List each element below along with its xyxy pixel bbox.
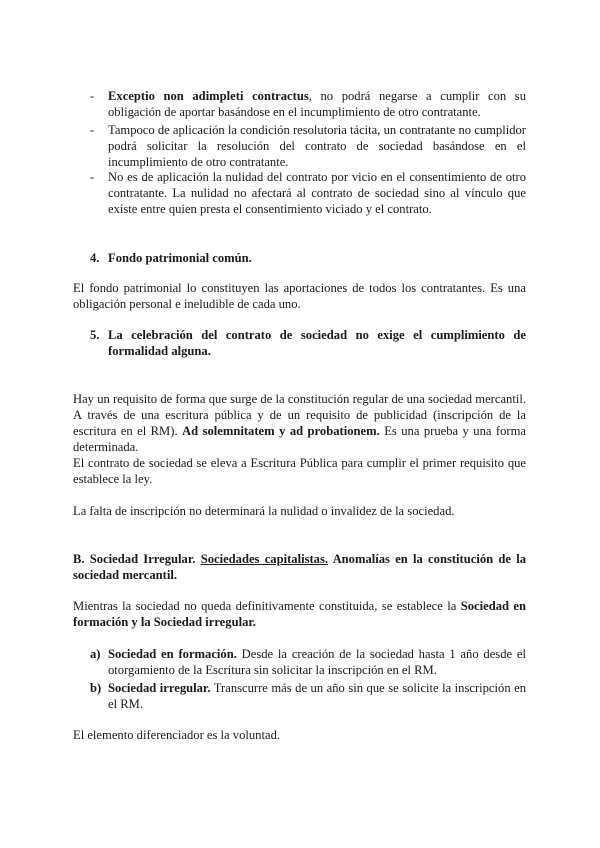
- section-5-paragraph-3: La falta de inscripción no determinará la nulidad o invalidez de la sociedad.: [73, 504, 455, 518]
- bullet-text: Tampoco de aplicación la condición resolutoria tácita, un contratante no cumplidor podrá solicitar la resolución del contrato de sociedad basándose en el incumplimiento de otro contratante.: [108, 123, 526, 169]
- list-item-body: Desde la creación de la sociedad hasta 1 año desde el otorgamiento de la Escritura sin solicitar la inscripción en el RM.: [108, 647, 526, 677]
- paragraph-tail: Es una prueba y una forma determinada.: [73, 424, 526, 454]
- section-5-paragraph-1: [73, 391, 526, 455]
- bullet-text: [108, 88, 526, 120]
- bullet-body: , no podrá negarse a cumplir con su obligación de aportar basándose en el incumplimiento de otro contratante.: [108, 89, 526, 119]
- bullet-marker: -: [90, 89, 95, 103]
- section-5-paragraph-2: El contrato de sociedad se eleva a Escritura Pública para cumplir el primer requisito que establece la ley.: [73, 456, 526, 486]
- list-marker: b): [90, 681, 102, 695]
- list-marker: a): [90, 647, 101, 661]
- section-4-body: El fondo patrimonial lo constituyen las aportaciones de todos los contratantes. Es una obligación personal e ineludible de cada uno.: [73, 281, 526, 311]
- list-item-text: [108, 680, 526, 712]
- bullet-bold-term: Exceptio non adimpleti contractus: [108, 89, 309, 103]
- section-b-heading: [73, 551, 526, 583]
- section-number: 5.: [90, 328, 100, 342]
- heading-suffix: Anomalías en la constitución de la sociedad mercantil.: [73, 552, 526, 582]
- paragraph-text: Hay un requisito de forma que surge de la constitución regular de una sociedad mercantil. A través de una escritura pública y de un requisito de publicidad (inscripción de la escritura en el RM).: [73, 392, 526, 438]
- section-b-closing: El elemento diferenciador es la voluntad.: [73, 728, 281, 742]
- list-item-bold: Sociedad en formación.: [108, 647, 237, 661]
- intro-bold: Sociedad en formación y la Sociedad irregular.: [73, 599, 526, 629]
- heading-underlined: Sociedades capitalistas.: [200, 552, 329, 566]
- list-item-bold: Sociedad irregular.: [108, 681, 211, 695]
- list-item-text: [108, 646, 526, 678]
- paragraph-bold-term: Ad solemnitatem y ad probationem.: [182, 424, 380, 438]
- section-title: La celebración del contrato de sociedad no exige el cumplimiento de formalidad alguna.: [108, 328, 526, 358]
- intro-text: Mientras la sociedad no queda definitivamente constituida, se establece la: [73, 599, 461, 613]
- heading-prefix: B. Sociedad Irregular.: [73, 552, 196, 566]
- bullet-marker: -: [90, 170, 95, 184]
- section-number: 4.: [90, 251, 100, 265]
- list-item-body: Transcurre más de un año sin que se solicite la inscripción en el RM.: [108, 681, 527, 711]
- section-title: Fondo patrimonial común.: [108, 251, 252, 265]
- section-b-intro: [73, 598, 526, 630]
- bullet-marker: -: [90, 123, 95, 137]
- bullet-text: No es de aplicación la nulidad del contrato por vicio en el consentimiento de otro contratante. La nulidad no afectará al contrato de sociedad sino al vínculo que existe entre quien presta el consentimiento viciado y el contrato.: [108, 170, 526, 216]
